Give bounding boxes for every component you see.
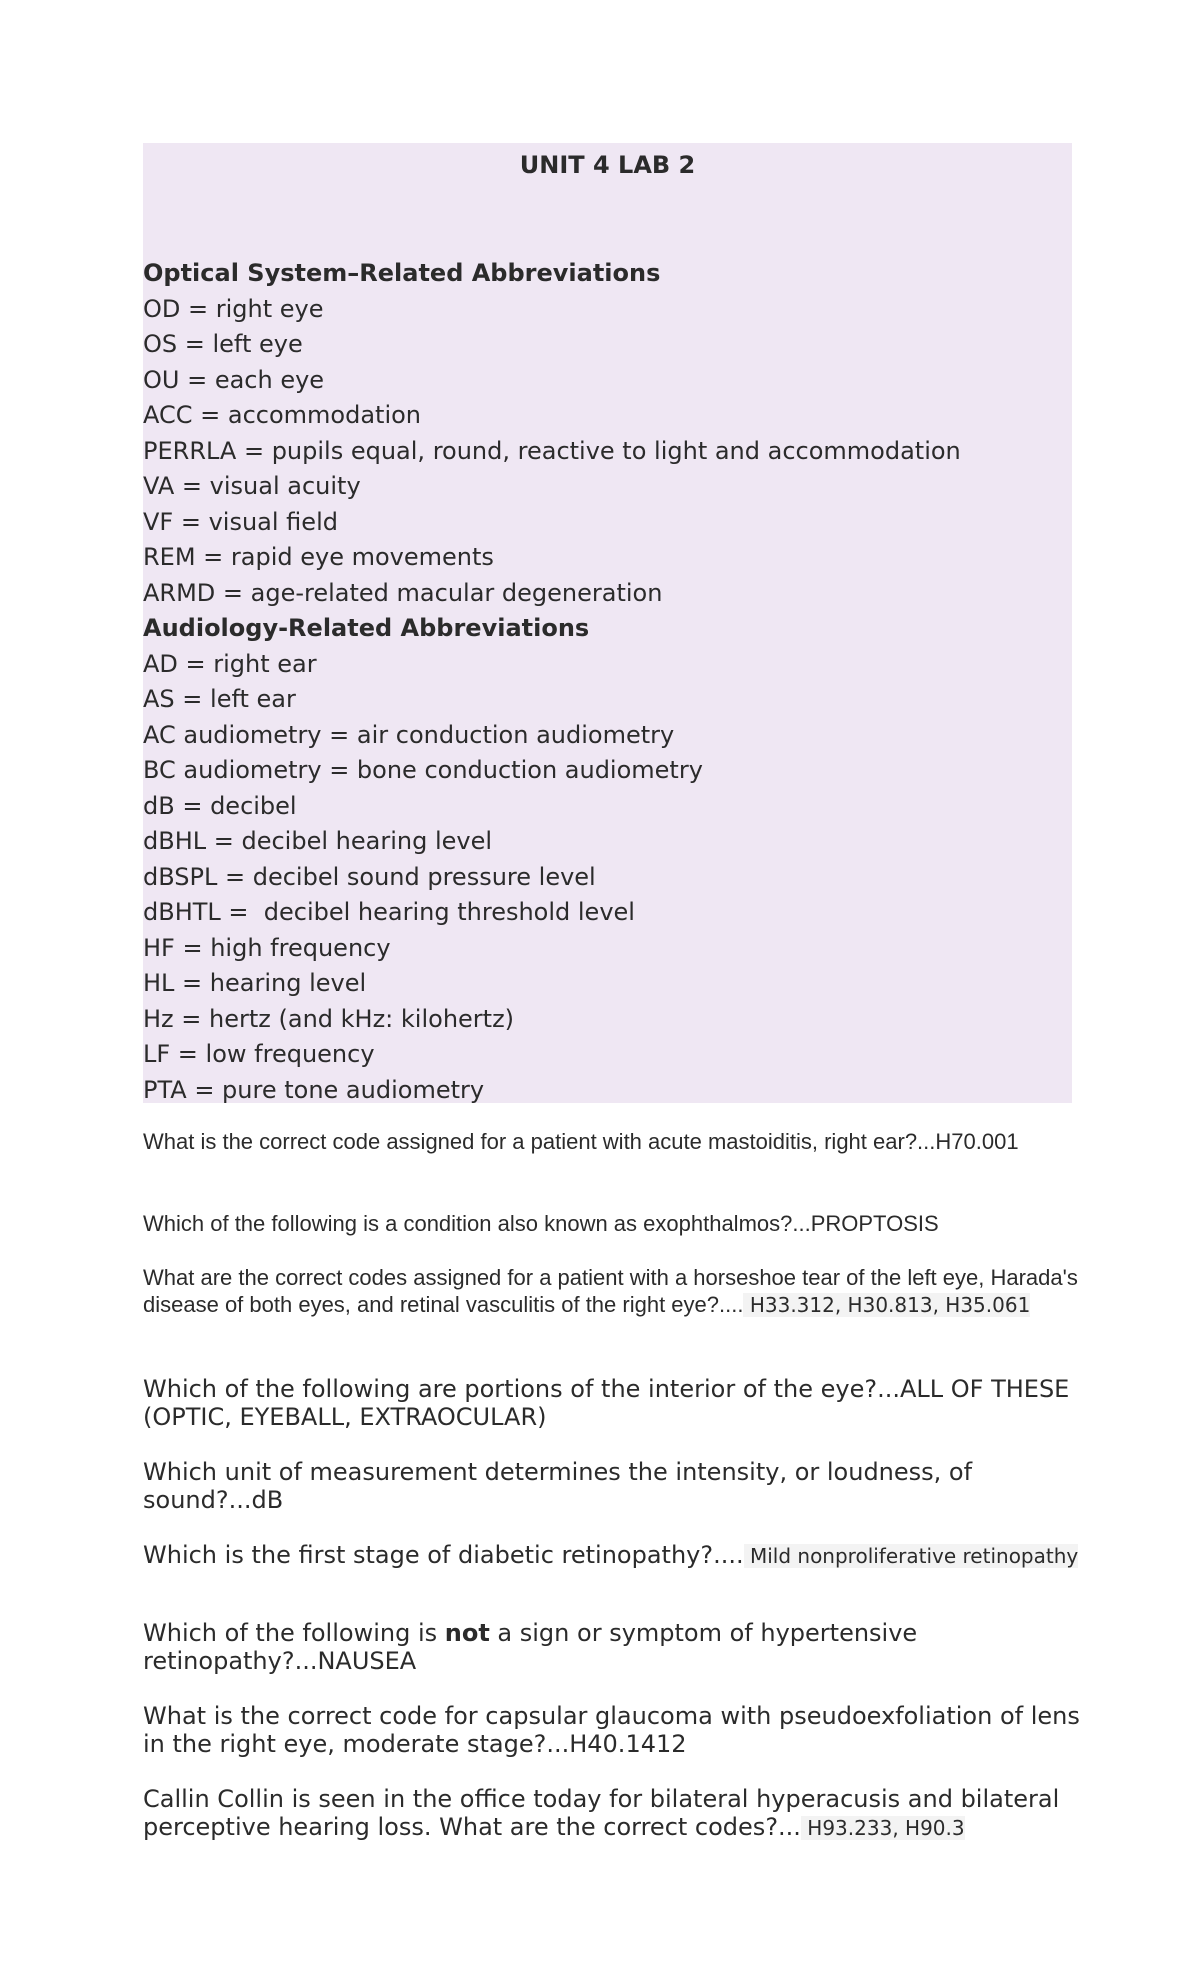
question-1 — [143, 1128, 1083, 1155]
question-7-text-after: a sign or symptom of hypertensive retinopathy?...NAUSEA — [143, 1619, 918, 1675]
abbreviation-item: VF = visual field — [143, 507, 338, 536]
question-4-text: Which of the following are portions of the interior of the eye?...ALL OF THESE (OPTIC, EYEBALL, EXTRAOCULAR) — [143, 1375, 1070, 1431]
question-6 — [143, 1541, 1083, 1570]
question-7-bold-word: not — [444, 1619, 490, 1647]
abbreviation-item: dB = decibel — [143, 791, 297, 820]
question-3 — [143, 1264, 1083, 1319]
abbreviation-item: PTA = pure tone audiometry — [143, 1075, 485, 1104]
abbreviation-list — [143, 256, 1072, 1108]
abbreviation-item: ARMD = age-related macular degeneration — [143, 578, 663, 607]
question-9 — [143, 1785, 1083, 1842]
abbreviation-item: PERRLA = pupils equal, round, reactive to light and accommodation — [143, 436, 961, 465]
document-title: UNIT 4 LAB 2 — [519, 151, 696, 179]
question-3-answer: H33.312, H30.813, H35.061 — [743, 1293, 1031, 1317]
abbreviation-item: AC audiometry = air conduction audiometry — [143, 720, 675, 749]
question-8 — [143, 1702, 1083, 1758]
question-3-text: What are the correct codes assigned for a patient with a horseshoe tear of the left eye, Harada's disease of both eyes, and retinal vasculitis of the right eye?.... — [143, 1265, 1078, 1317]
question-5-text: Which unit of measurement determines the intensity, or loudness, of sound?...dB — [143, 1458, 973, 1514]
question-2-text: Which of the following is a condition also known as exophthalmos?...PROPTOSIS — [143, 1211, 939, 1236]
abbreviation-item: REM = rapid eye movements — [143, 543, 494, 571]
question-2 — [143, 1210, 1083, 1237]
abbreviation-item: HF = high frequency — [143, 933, 391, 962]
abbreviation-item: LF = low frequency — [143, 1040, 375, 1068]
section-heading: Optical System–Related Abbreviations — [143, 259, 661, 287]
question-9-answer: H93.233, H90.3 — [800, 1816, 965, 1840]
abbreviation-item: dBSPL = decibel sound pressure level — [143, 862, 596, 891]
question-6-answer: Mild nonproliferative retinopathy — [743, 1544, 1079, 1568]
question-7 — [143, 1619, 1083, 1675]
abbreviation-item: OS = left eye — [143, 330, 303, 358]
abbreviation-item: BC audiometry = bone conduction audiometry — [143, 756, 703, 784]
abbreviation-item: OU = each eye — [143, 365, 325, 394]
abbreviation-item: dBHTL = decibel hearing threshold level — [143, 898, 635, 926]
abbreviation-item: OD = right eye — [143, 294, 324, 323]
question-8-text: What is the correct code for capsular glaucoma with pseudoexfoliation of lens in the right eye, moderate stage?...H40.1412 — [143, 1702, 1080, 1758]
question-1-text: What is the correct code assigned for a patient with acute mastoiditis, right ear?...H70.001 — [143, 1129, 1019, 1154]
abbreviation-item: AS = left ear — [143, 685, 296, 713]
section-heading: Audiology-Related Abbreviations — [143, 614, 590, 642]
question-4 — [143, 1375, 1083, 1431]
abbreviation-item: VA = visual acuity — [143, 472, 361, 500]
abbreviation-item: Hz = hertz (and kHz: kilohertz) — [143, 1004, 515, 1033]
question-9-text: Callin Collin is seen in the office today for bilateral hyperacusis and bilateral perceptive hearing loss. What are the correct codes?... — [143, 1785, 1060, 1841]
question-5 — [143, 1458, 1083, 1514]
question-7-text-before: Which of the following is — [143, 1619, 445, 1647]
abbreviation-item: AD = right ear — [143, 649, 317, 678]
abbreviation-item: HL = hearing level — [143, 969, 367, 997]
question-6-text: Which is the first stage of diabetic retinopathy?.... — [143, 1541, 744, 1569]
abbreviation-item: ACC = accommodation — [143, 401, 422, 429]
abbreviation-item: dBHL = decibel hearing level — [143, 827, 493, 855]
